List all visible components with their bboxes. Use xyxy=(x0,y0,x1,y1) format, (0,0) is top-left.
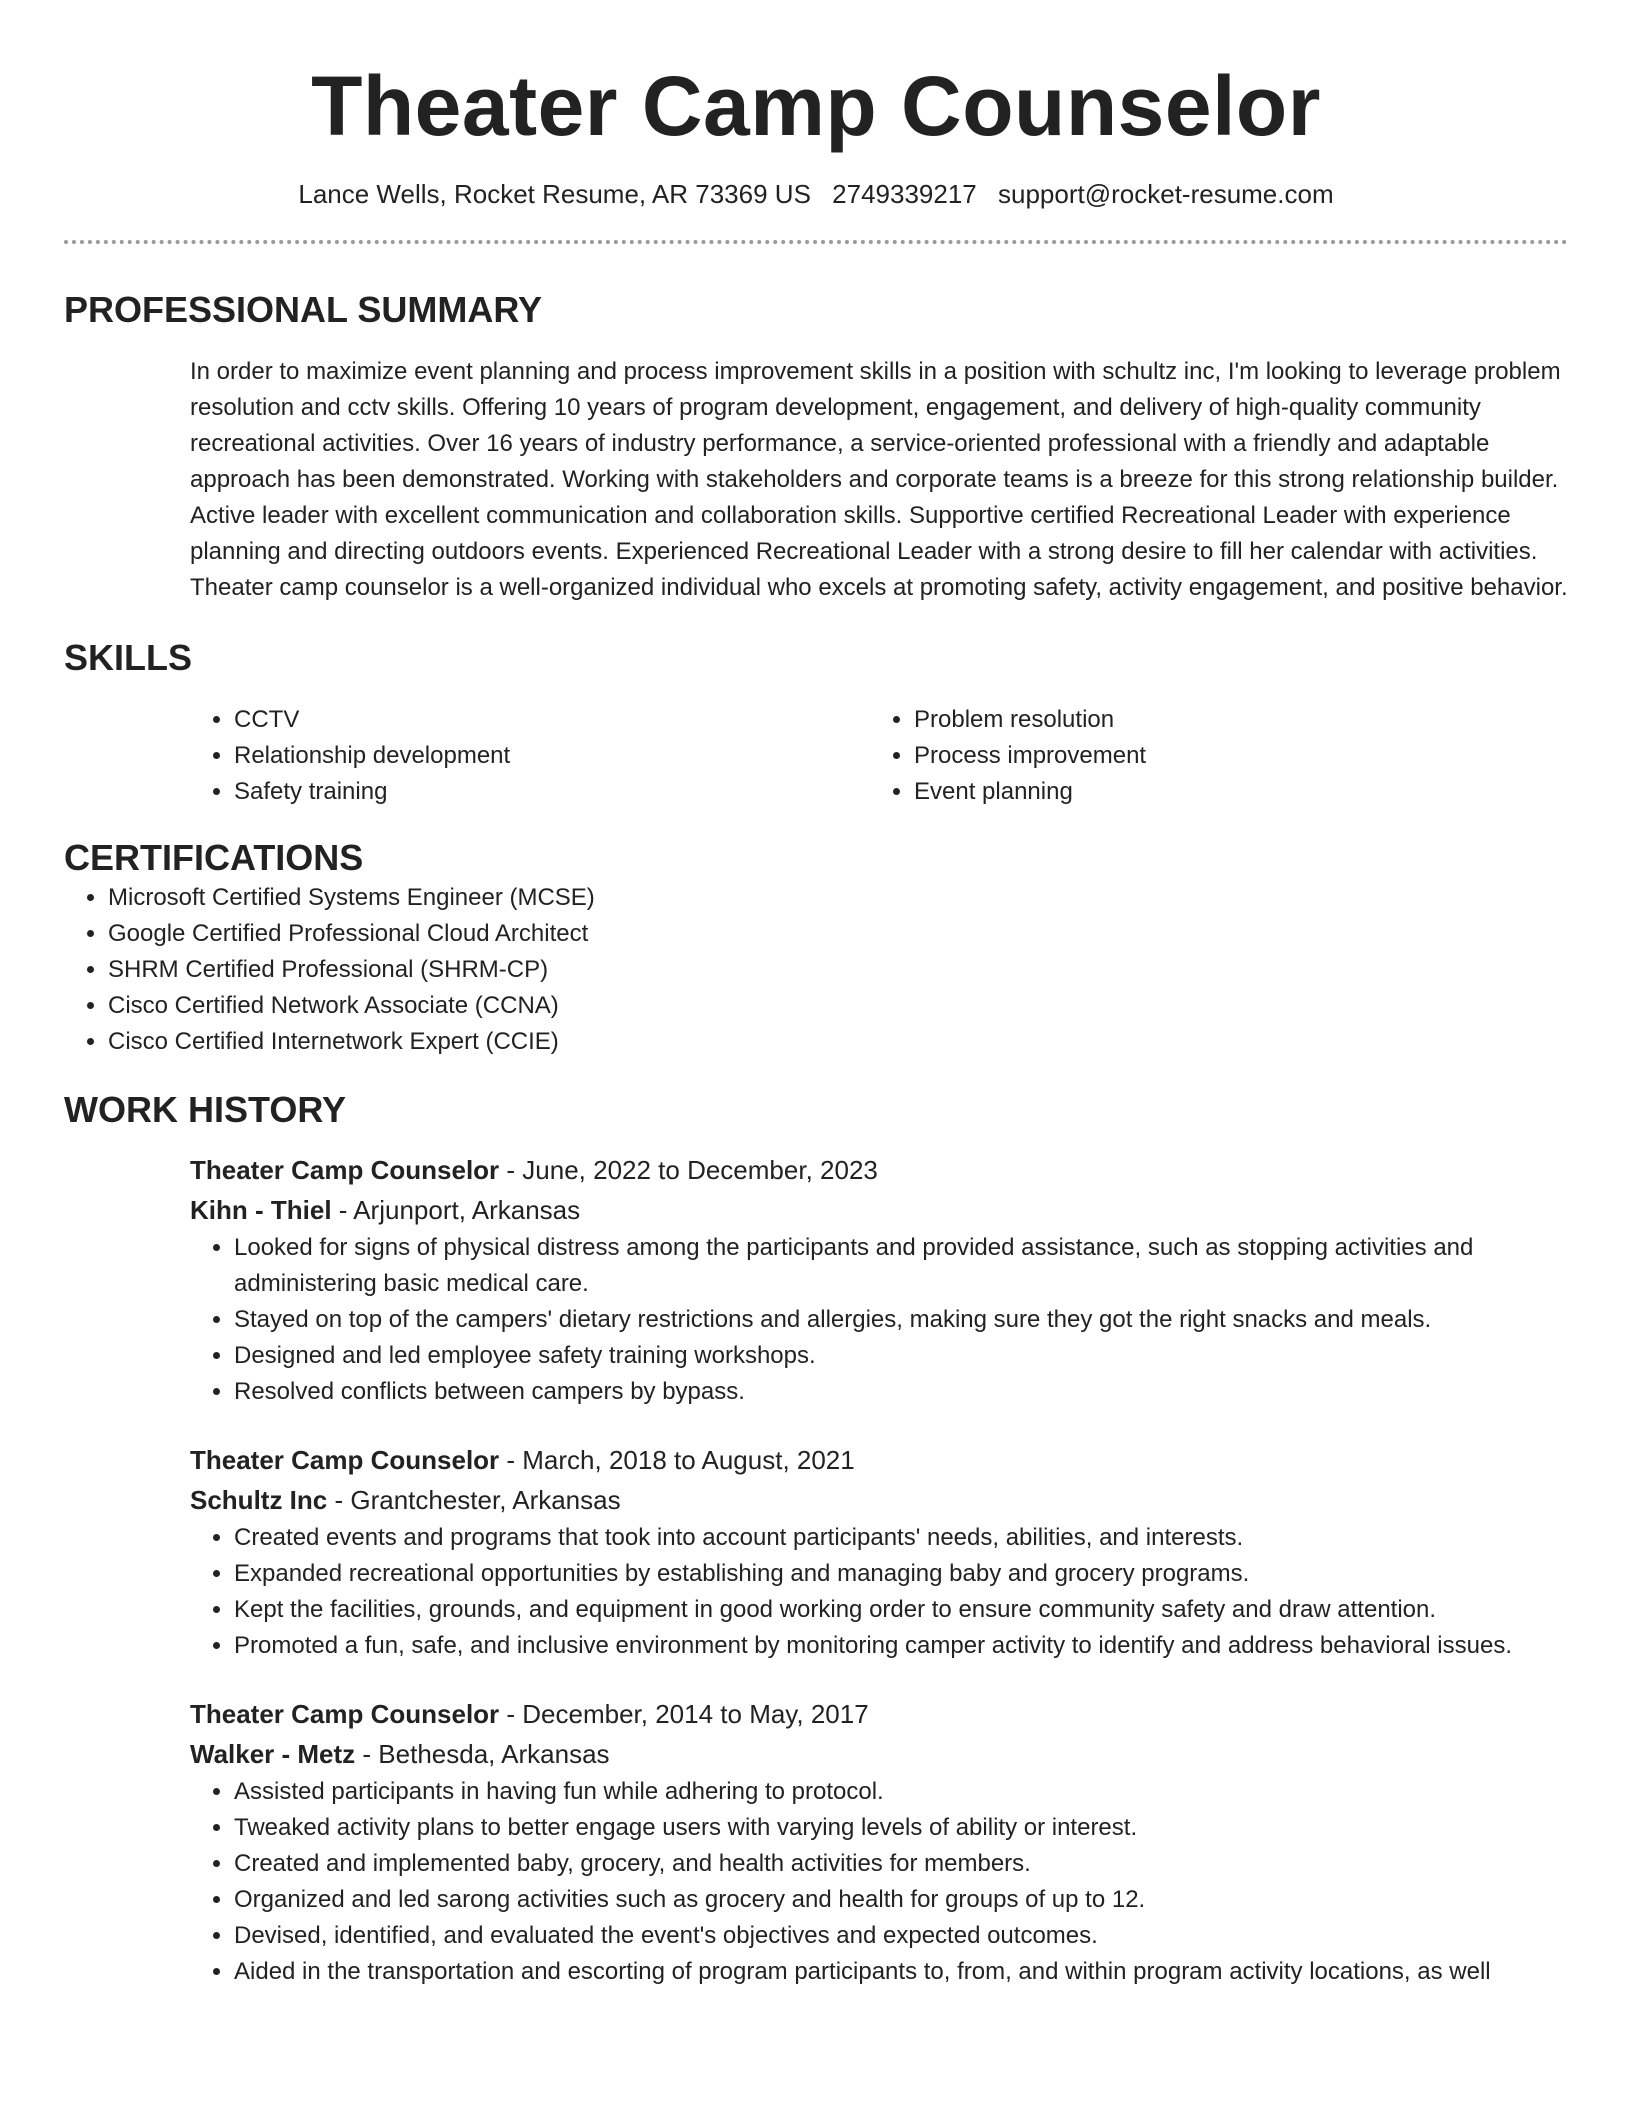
job-company: Schultz Inc xyxy=(190,1485,328,1515)
job-duties-list xyxy=(190,1520,1568,1664)
job-location: - Bethesda, Arkansas xyxy=(355,1739,610,1769)
job-duties-list xyxy=(190,1230,1568,1410)
contact-line xyxy=(64,178,1568,210)
skill-item: • CCTV xyxy=(234,702,870,738)
certifications-heading: CERTIFICATIONS xyxy=(64,837,364,878)
job-title-line xyxy=(190,1440,1568,1480)
certifications-section xyxy=(64,836,1568,1060)
header-divider xyxy=(64,240,1568,244)
job-duty: • Expanded recreational opportunities by establishing and managing baby and grocery programs. xyxy=(234,1556,1568,1592)
job-title: Theater Camp Counselor xyxy=(190,1699,500,1729)
resume-title: Theater Camp Counselor xyxy=(311,59,1321,153)
work-history-section xyxy=(64,1088,1568,1990)
job-title: Theater Camp Counselor xyxy=(190,1445,500,1475)
certification-item: • Google Certified Professional Cloud Architect xyxy=(108,916,1568,952)
job-title-line xyxy=(190,1694,1568,1734)
job-duty: • Created events and programs that took into account participants' needs, abilities, and interests. xyxy=(234,1520,1568,1556)
certification-item: • Cisco Certified Internetwork Expert (CCIE) xyxy=(108,1024,1568,1060)
job-duties-list xyxy=(190,1774,1568,1990)
professional-summary-section xyxy=(64,288,1568,606)
job-company-line xyxy=(190,1734,1568,1774)
job-duty: • Organized and led sarong activities such as grocery and health for groups of up to 12. xyxy=(234,1882,1568,1918)
contact-address: Lance Wells, Rocket Resume, AR 73369 US xyxy=(298,179,811,209)
job-dates: - March, 2018 to August, 2021 xyxy=(499,1445,855,1475)
job-duty: • Resolved conflicts between campers by bypass. xyxy=(234,1374,1568,1410)
certification-item: • SHRM Certified Professional (SHRM-CP) xyxy=(108,952,1568,988)
job-duty: • Promoted a fun, safe, and inclusive environment by monitoring camper activity to identify and address behavioral issues. xyxy=(234,1628,1568,1664)
job-duty: • Looked for signs of physical distress among the participants and provided assistance, such as stopping activities and administering basic medical care. xyxy=(234,1230,1568,1302)
job-duty: • Aided in the transportation and escorting of program participants to, from, and within program activity locations, as well xyxy=(234,1954,1568,1990)
job-entry xyxy=(190,1440,1568,1664)
skill-item: • Safety training xyxy=(234,774,870,810)
job-title-line xyxy=(190,1150,1568,1190)
job-company-line xyxy=(190,1480,1568,1520)
job-dates: - June, 2022 to December, 2023 xyxy=(499,1155,878,1185)
work-history-heading: WORK HISTORY xyxy=(64,1089,347,1130)
job-duty: • Created and implemented baby, grocery, and health activities for members. xyxy=(234,1846,1568,1882)
skills-list-left xyxy=(190,702,870,810)
job-entry xyxy=(190,1694,1568,1990)
skills-grid xyxy=(190,702,1568,810)
certifications-list xyxy=(64,880,1568,1060)
job-entry xyxy=(190,1150,1568,1410)
skills-section xyxy=(64,636,1568,810)
job-location: - Grantchester, Arkansas xyxy=(327,1485,621,1515)
certification-item: • Cisco Certified Network Associate (CCNA) xyxy=(108,988,1568,1024)
skill-item: • Problem resolution xyxy=(914,702,1568,738)
job-location: - Arjunport, Arkansas xyxy=(331,1195,581,1225)
job-company: Kihn - Thiel xyxy=(190,1195,332,1225)
job-title: Theater Camp Counselor xyxy=(190,1155,500,1185)
job-dates: - December, 2014 to May, 2017 xyxy=(499,1699,869,1729)
resume-header xyxy=(64,56,1568,210)
job-company: Walker - Metz xyxy=(190,1739,356,1769)
certification-item: • Microsoft Certified Systems Engineer (MCSE) xyxy=(108,880,1568,916)
skill-item: • Event planning xyxy=(914,774,1568,810)
contact-email: support@rocket-resume.com xyxy=(998,179,1334,209)
job-duty: • Assisted participants in having fun while adhering to protocol. xyxy=(234,1774,1568,1810)
job-duty: • Tweaked activity plans to better engage users with varying levels of ability or interest. xyxy=(234,1810,1568,1846)
skill-item: • Process improvement xyxy=(914,738,1568,774)
skills-heading: SKILLS xyxy=(64,637,193,678)
summary-text: In order to maximize event planning and process improvement skills in a position with schultz inc, I'm looking to leverage problem resolution and cctv skills. Offering 10 years of program development, engagement, and delivery of high-quality community recreational activities. Over 16 years of industry performance, a service-oriented professional with a friendly and adaptable approach has been demonstrated. Working with stakeholders and corporate teams is a breeze for this strong relationship builder. Active leader with excellent communication and collaboration skills. Supportive certified Recreational Leader with experience planning and directing outdoors events. Experienced Recreational Leader with a strong desire to fill her calendar with activities. Theater camp counselor is a well-organized individual who excels at promoting safety, activity engagement, and positive behavior. xyxy=(190,358,1568,601)
summary-heading: PROFESSIONAL SUMMARY xyxy=(64,289,543,330)
job-duty: • Kept the facilities, grounds, and equipment in good working order to ensure community safety and draw attention. xyxy=(234,1592,1568,1628)
job-company-line xyxy=(190,1190,1568,1230)
skills-list-right xyxy=(870,702,1568,810)
job-duty: • Stayed on top of the campers' dietary restrictions and allergies, making sure they got the right snacks and meals. xyxy=(234,1302,1568,1338)
job-duty: • Devised, identified, and evaluated the event's objectives and expected outcomes. xyxy=(234,1918,1568,1954)
contact-phone: 2749339217 xyxy=(832,179,977,209)
job-duty: • Designed and led employee safety training workshops. xyxy=(234,1338,1568,1374)
skill-item: • Relationship development xyxy=(234,738,870,774)
